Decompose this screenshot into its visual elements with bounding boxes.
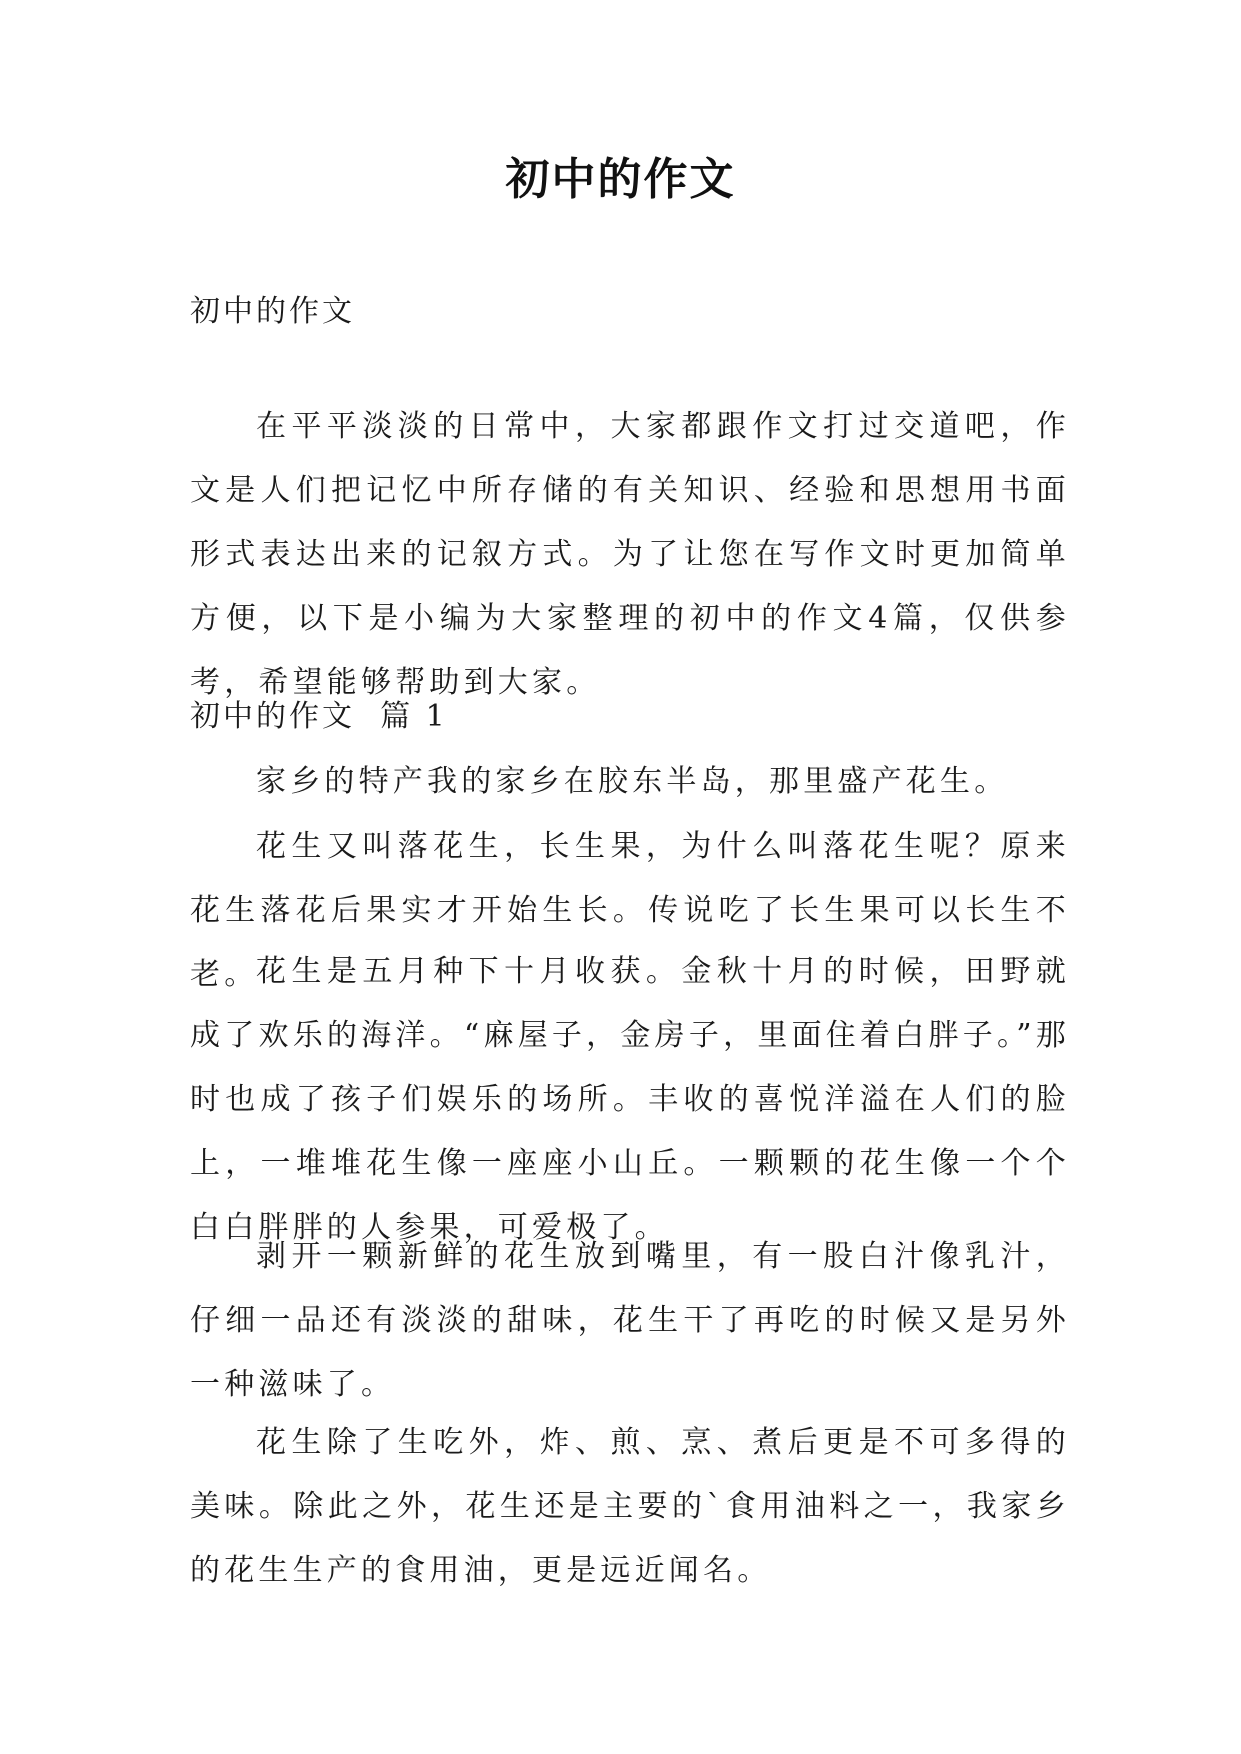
body-paragraph-1: 家乡的特产我的家乡在胶东半岛，那里盛产花生。 — [256, 764, 1009, 799]
body-paragraph-2: 花生又叫落花生，长生果，为什么叫落花生呢？原来花生落花后果实才开始生长。传说吃了长生果可以长生不老。 — [190, 829, 1070, 992]
document-subtitle: 初中的作文 — [190, 294, 355, 329]
document-title: 初中的作文 — [505, 154, 736, 205]
section-heading: 初中的作文 篇 1 — [190, 699, 448, 734]
body-paragraph-4: 剥开一颗新鲜的花生放到嘴里，有一股白汁像乳汁，仔细一品还有淡淡的甜味，花生干了再吃的时候又是另外一种滋味了。 — [190, 1239, 1070, 1402]
body-paragraph-3: 花生是五月种下十月收获。金秋十月的时候，田野就成了欢乐的海洋。“麻屋子，金房子，里面住着白胖子。”那时也成了孩子们娱乐的场所。丰收的喜悦洋溢在人们的脸上，一堆堆花生像一座座小山丘。一颗颗的花生像一个个白白胖胖的人参果，可爱极了。 — [190, 954, 1070, 1245]
intro-paragraph: 在平平淡淡的日常中，大家都跟作文打过交道吧，作文是人们把记忆中所存储的有关知识、经验和思想用书面形式表达出来的记叙方式。为了让您在写作文时更加简单方便，以下是小编为大家整理的初中的作文4篇，仅供参考，希望能够帮助到大家。 — [190, 409, 1070, 700]
body-paragraph-5: 花生除了生吃外，炸、煎、烹、煮后更是不可多得的美味。除此之外，花生还是主要的`食用油料之一，我家乡的花生生产的食用油，更是远近闻名。 — [190, 1425, 1070, 1588]
